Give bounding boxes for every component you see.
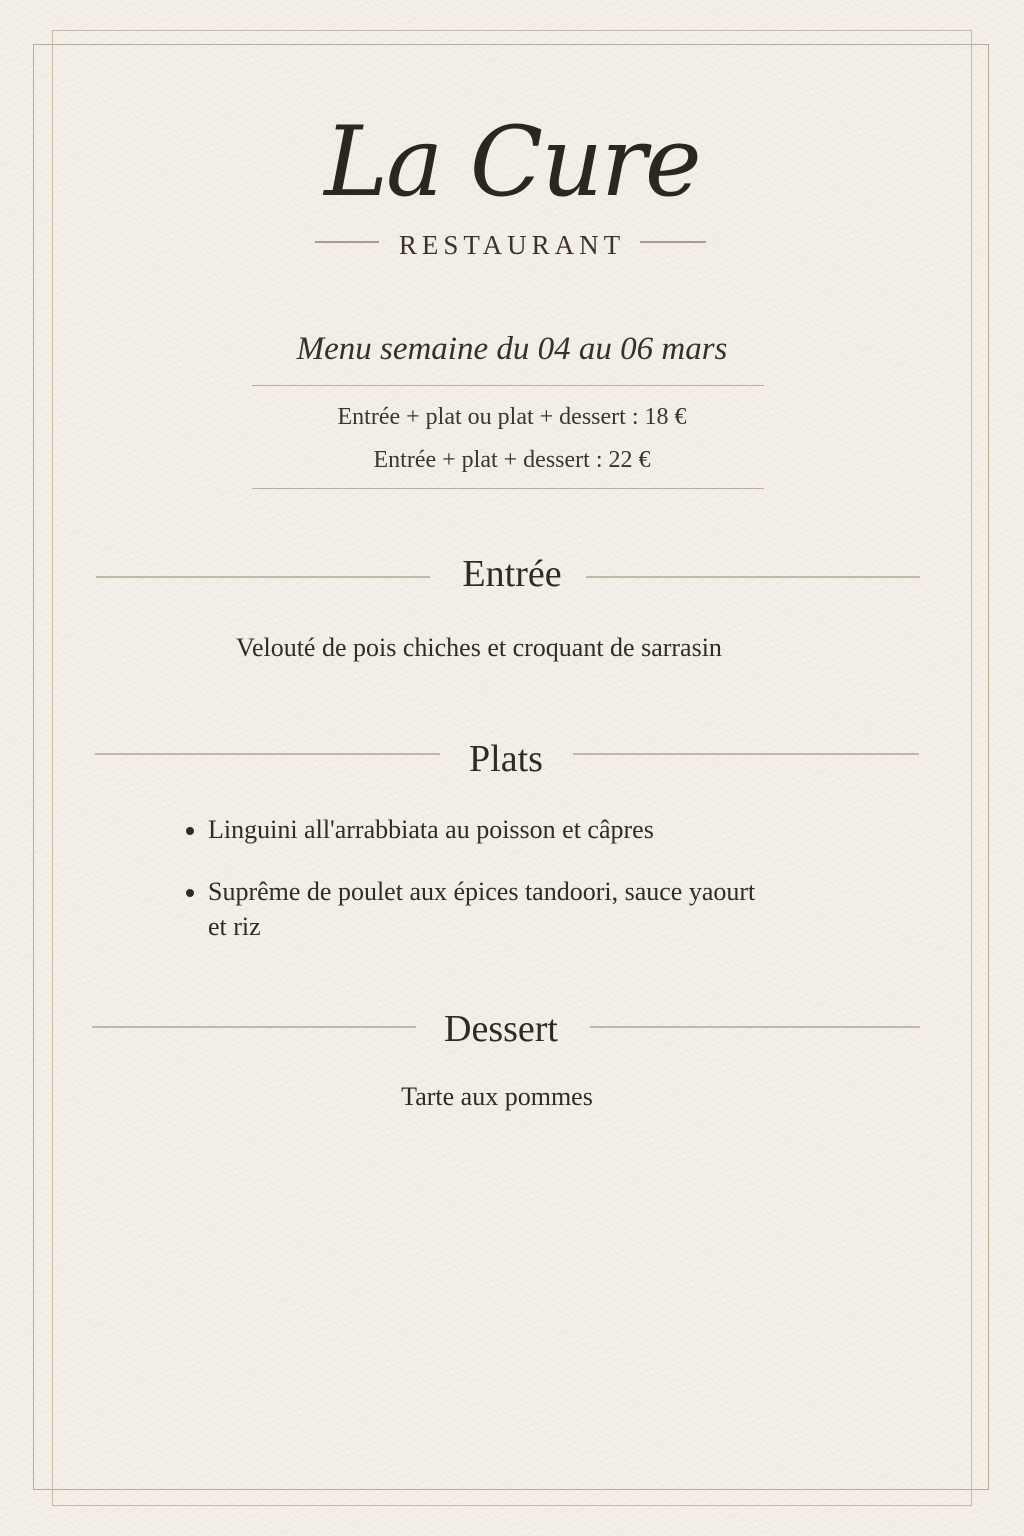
menu-week-title: Menu semaine du 04 au 06 mars xyxy=(296,331,728,367)
restaurant-logo-name: La Cure xyxy=(324,106,700,218)
plats-item: Suprême de poulet aux épices tandoori, sauce yaourt xyxy=(208,877,756,906)
restaurant-subtitle: RESTAURANT xyxy=(398,230,626,260)
plats-item: Linguini all'arrabbiata au poisson et câpres xyxy=(208,815,654,844)
entree-item: Velouté de pois chiches et croquant de sarrasin xyxy=(236,633,722,662)
price-rule-bottom xyxy=(252,488,764,489)
dessert-item: Tarte aux pommes xyxy=(401,1082,593,1111)
price-rule-top xyxy=(252,385,764,386)
bullet-dot xyxy=(186,827,194,835)
entree-rule-right xyxy=(586,576,920,578)
entree-section-title: Entrée xyxy=(462,553,562,595)
bullet-dot xyxy=(186,889,194,897)
plats-rule-right xyxy=(573,753,919,755)
price-line-1: Entrée + plat ou plat + dessert : 18 € xyxy=(337,404,687,430)
plats-item-continuation: et riz xyxy=(208,912,261,941)
dessert-section-title: Dessert xyxy=(444,1008,558,1050)
logo-rule-right xyxy=(640,241,706,243)
dessert-rule-right xyxy=(590,1026,920,1028)
plats-section-title: Plats xyxy=(469,738,543,780)
price-line-2: Entrée + plat + dessert : 22 € xyxy=(373,447,651,473)
